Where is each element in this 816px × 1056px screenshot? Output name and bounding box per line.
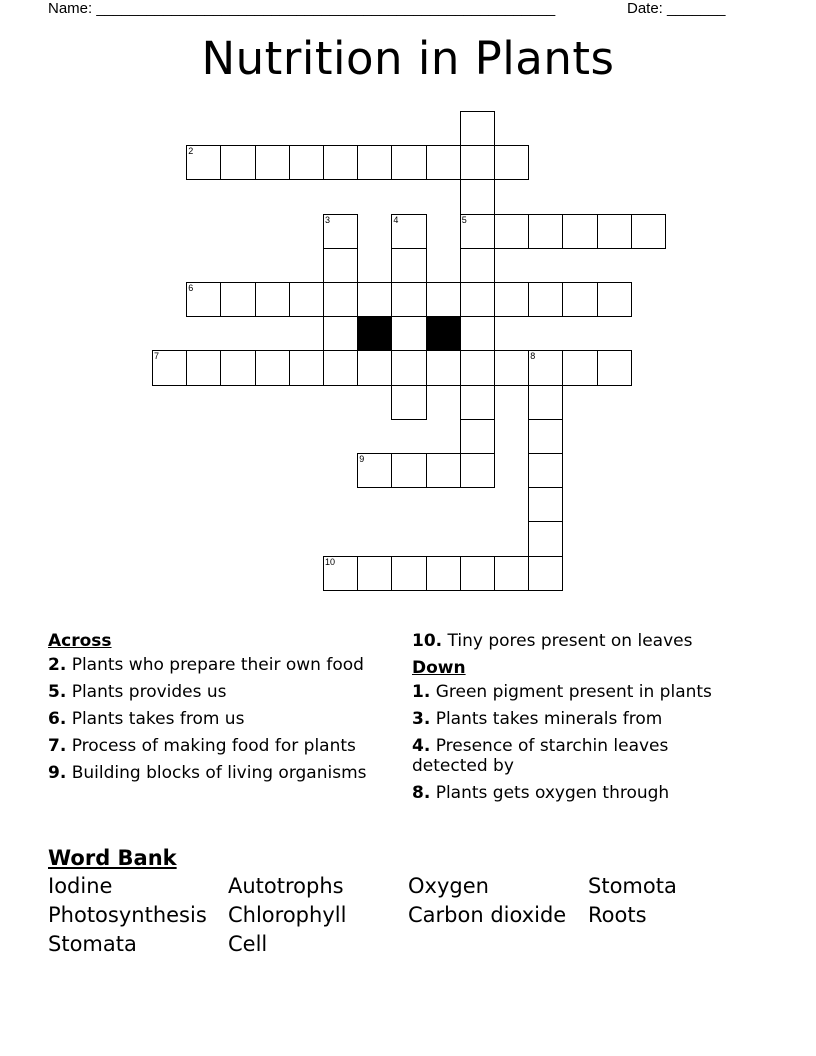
clue-across-6: 6. Plants takes from us bbox=[48, 709, 245, 729]
grid-cell[interactable] bbox=[460, 350, 495, 385]
clue-across-2: 2. Plants who prepare their own food bbox=[48, 655, 364, 675]
grid-cell[interactable] bbox=[323, 350, 358, 385]
grid-cell[interactable] bbox=[152, 350, 187, 385]
grid-cell[interactable] bbox=[289, 282, 324, 317]
clue-number: 3 bbox=[325, 214, 331, 225]
grid-cell[interactable] bbox=[186, 282, 221, 317]
grid-cell[interactable] bbox=[460, 145, 495, 180]
page-title: Nutrition in Plants bbox=[201, 32, 615, 85]
clue-across-10: 10. Tiny pores present on leaves bbox=[412, 631, 693, 651]
grid-cell[interactable] bbox=[289, 350, 324, 385]
grid-cell[interactable] bbox=[528, 350, 563, 385]
clue-number: 4 bbox=[393, 214, 399, 225]
clue-down-8: 8. Plants gets oxygen through bbox=[412, 783, 670, 803]
grid-cell[interactable] bbox=[528, 282, 563, 317]
grid-cell[interactable] bbox=[528, 419, 563, 454]
grid-cell[interactable] bbox=[528, 487, 563, 522]
clue-number: 5 bbox=[461, 214, 467, 225]
grid-cell[interactable] bbox=[391, 453, 426, 488]
clue-number: 9 bbox=[359, 454, 365, 464]
grid-cell[interactable] bbox=[186, 145, 221, 180]
grid-cell[interactable] bbox=[597, 214, 632, 249]
grid-cell[interactable] bbox=[391, 350, 426, 385]
grid-cell[interactable] bbox=[528, 556, 563, 591]
grid-cell[interactable] bbox=[460, 179, 495, 214]
name-field: Name: _______________________________________________________ bbox=[48, 0, 556, 17]
grid-cell[interactable] bbox=[562, 282, 597, 317]
word-bank-item: Oxygen bbox=[408, 874, 489, 898]
clue-number: 6 bbox=[188, 283, 194, 293]
grid-cell[interactable] bbox=[426, 453, 461, 488]
grid-cell[interactable] bbox=[426, 350, 461, 385]
word-bank bbox=[48, 874, 788, 956]
grid-cell[interactable] bbox=[562, 350, 597, 385]
grid-cell[interactable] bbox=[323, 145, 358, 180]
word-bank-item: Cell bbox=[228, 932, 268, 956]
grid-cell[interactable] bbox=[357, 453, 392, 488]
grid-cell[interactable] bbox=[460, 316, 495, 351]
clue-down-4: 4. Presence of starchin leaves detected by bbox=[412, 736, 669, 776]
clue-across-9: 9. Building blocks of living organisms bbox=[48, 763, 367, 783]
word-bank-item: Roots bbox=[588, 903, 647, 927]
word-bank-title: Word Bank bbox=[48, 846, 177, 870]
clue-number: 2 bbox=[188, 146, 194, 157]
word-bank-item: Stomata bbox=[48, 932, 137, 956]
grid-cell[interactable] bbox=[460, 214, 495, 249]
grid-cell[interactable] bbox=[426, 556, 461, 591]
clue-down-3: 3. Plants takes minerals from bbox=[412, 709, 663, 729]
grid-cell[interactable] bbox=[357, 282, 392, 317]
grid-cell[interactable] bbox=[323, 316, 358, 351]
grid-cell[interactable] bbox=[494, 214, 529, 249]
black-cell bbox=[426, 316, 461, 351]
grid-cell[interactable] bbox=[528, 214, 563, 249]
grid-cell[interactable] bbox=[631, 214, 666, 249]
grid-cell[interactable] bbox=[323, 214, 358, 249]
clues-right-column bbox=[412, 631, 742, 810]
grid-cell[interactable] bbox=[357, 350, 392, 385]
grid-cell[interactable] bbox=[391, 316, 426, 351]
grid-cell[interactable] bbox=[528, 385, 563, 420]
clue-down-1: 1. Green pigment present in plants bbox=[412, 682, 712, 702]
word-bank-item: Chlorophyll bbox=[228, 903, 347, 927]
across-heading: Across bbox=[48, 631, 112, 651]
grid-cell[interactable] bbox=[391, 145, 426, 180]
grid-cell[interactable] bbox=[426, 282, 461, 317]
grid-cell[interactable] bbox=[426, 145, 461, 180]
word-bank-item: Photosynthesis bbox=[48, 903, 207, 927]
grid-cell[interactable] bbox=[391, 385, 426, 420]
grid-cell[interactable] bbox=[391, 282, 426, 317]
grid-cell[interactable] bbox=[323, 282, 358, 317]
grid-cell[interactable] bbox=[357, 556, 392, 591]
grid-cell[interactable] bbox=[391, 248, 426, 283]
grid-cell[interactable] bbox=[323, 556, 358, 591]
grid-cell[interactable] bbox=[597, 350, 632, 385]
grid-cell[interactable] bbox=[460, 248, 495, 283]
word-bank-item: Iodine bbox=[48, 874, 113, 898]
grid-cell[interactable] bbox=[528, 453, 563, 488]
grid-cell[interactable] bbox=[494, 556, 529, 591]
grid-cell[interactable] bbox=[460, 419, 495, 454]
grid-cell[interactable] bbox=[220, 145, 255, 180]
black-cell bbox=[357, 316, 392, 351]
clue-number: 7 bbox=[154, 351, 160, 362]
clue-number: 8 bbox=[530, 351, 536, 362]
grid-cell[interactable] bbox=[255, 282, 290, 317]
grid-cell[interactable] bbox=[255, 350, 290, 385]
grid-cell[interactable] bbox=[186, 350, 221, 385]
word-bank-item: Stomota bbox=[588, 874, 677, 898]
grid-cell[interactable] bbox=[562, 214, 597, 249]
grid-cell[interactable] bbox=[391, 556, 426, 591]
grid-cell[interactable] bbox=[460, 556, 495, 591]
grid-cell[interactable] bbox=[494, 145, 529, 180]
grid-cell[interactable] bbox=[357, 145, 392, 180]
grid-cell[interactable] bbox=[255, 145, 290, 180]
word-bank-item: Carbon dioxide bbox=[408, 903, 567, 927]
grid-cell[interactable] bbox=[494, 350, 529, 385]
grid-cell[interactable] bbox=[460, 453, 495, 488]
grid-cell[interactable] bbox=[391, 214, 426, 249]
grid-cell[interactable] bbox=[460, 111, 495, 146]
grid-cell[interactable] bbox=[289, 145, 324, 180]
clue-number: 10 bbox=[325, 556, 336, 567]
clues-left-column bbox=[48, 631, 393, 790]
grid-cell[interactable] bbox=[528, 521, 563, 556]
clue-across-5: 5. Plants provides us bbox=[48, 682, 227, 702]
grid-cell[interactable] bbox=[460, 385, 495, 420]
down-heading: Down bbox=[412, 658, 466, 678]
grid-cell[interactable] bbox=[220, 282, 255, 317]
grid-cell[interactable] bbox=[220, 350, 255, 385]
date-field: Date: _______ bbox=[627, 0, 726, 17]
word-bank-item: Autotrophs bbox=[228, 874, 344, 898]
grid-cell[interactable] bbox=[323, 248, 358, 283]
grid-cell[interactable] bbox=[494, 282, 529, 317]
clue-across-7: 7. Process of making food for plants bbox=[48, 736, 356, 756]
grid-cell[interactable] bbox=[597, 282, 632, 317]
grid-cell[interactable] bbox=[460, 282, 495, 317]
